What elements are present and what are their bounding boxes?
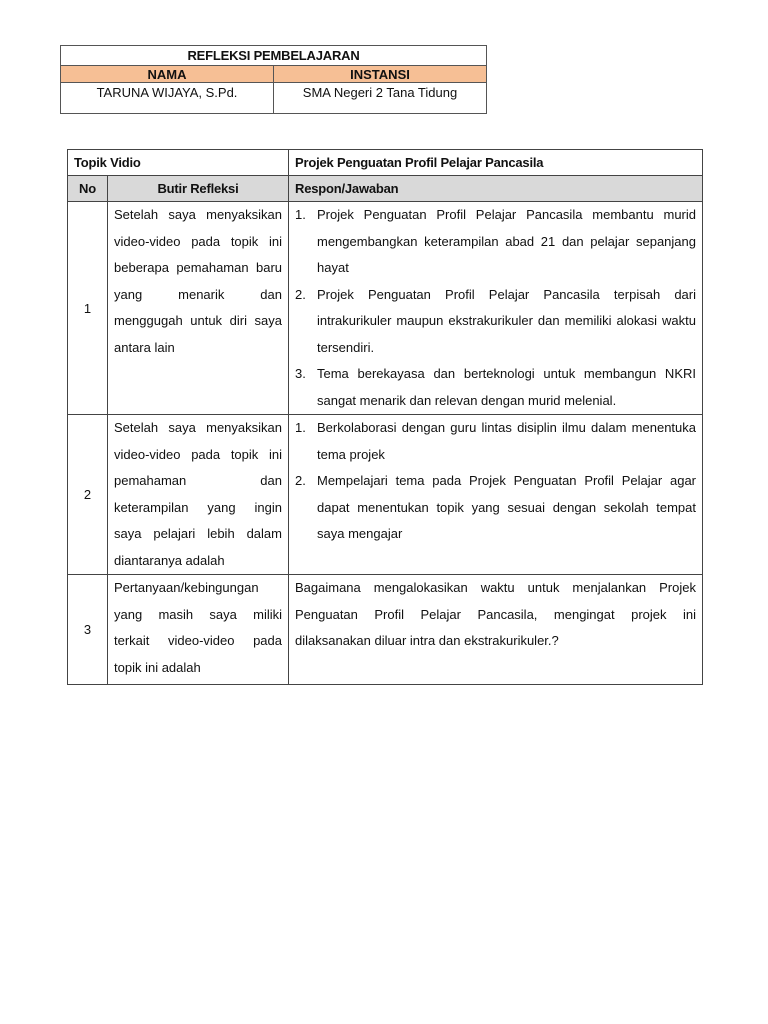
response-text: Bagaimana mengalokasikan waktu untuk menjalankan Projek Penguatan Profil Pelajar Pancasila, mengingat projek ini dilaksanakan diluar intra dan ekstrakurikuler.? xyxy=(289,575,703,685)
response-text: Berkolaborasi dengan guru lintas disiplin ilmu dalam menentuka tema projek xyxy=(317,420,696,462)
row-number: 1 xyxy=(68,202,108,415)
topic-label: Topik Vidio xyxy=(68,150,289,176)
list-item xyxy=(295,361,696,414)
list-number: 1. xyxy=(295,207,306,222)
list-item xyxy=(295,468,696,548)
list-number: 3. xyxy=(295,366,306,381)
butir-text: Pertanyaan/kebingungan yang masih saya miliki terkait video-video pada topik ini adalah xyxy=(108,575,289,685)
butir-text: Setelah saya menyaksikan video-video pada topik ini beberapa pemahaman baru yang menarik dan menggugah untuk diri saya antara lain xyxy=(108,202,289,415)
row-number: 2 xyxy=(68,415,108,575)
response-list xyxy=(295,415,696,548)
row-number: 3 xyxy=(68,575,108,685)
respon-column-header: Respon/Jawaban xyxy=(289,176,703,202)
butir-column-header: Butir Refleksi xyxy=(108,176,289,202)
list-item xyxy=(295,202,696,282)
response-text: Projek Penguatan Profil Pelajar Pancasila membantu murid mengembangkan keterampilan abad 21 dan pelajar sepanjang hayat xyxy=(317,207,696,275)
list-item xyxy=(295,415,696,468)
reflection-table xyxy=(67,149,703,685)
table-row xyxy=(68,575,703,685)
topic-value: Projek Penguatan Profil Pelajar Pancasila xyxy=(289,150,703,176)
response-list xyxy=(295,202,696,414)
response-cell xyxy=(289,202,703,415)
table-row xyxy=(68,415,703,575)
institution-column-label: INSTANSI xyxy=(274,66,487,83)
table-row xyxy=(68,202,703,415)
response-text: Projek Penguatan Profil Pelajar Pancasila terpisah dari intrakurikuler maupun ekstrakurikuler dan memiliki alokasi waktu tersendiri. xyxy=(317,286,696,355)
document-title: REFLEKSI PEMBELAJARAN xyxy=(61,46,487,66)
list-number: 2. xyxy=(295,473,306,488)
institution-value: SMA Negeri 2 Tana Tidung xyxy=(274,83,487,114)
name-value: TARUNA WIJAYA, S.Pd. xyxy=(61,83,274,114)
identity-table xyxy=(60,45,487,114)
butir-text: Setelah saya menyaksikan video-video pada topik ini pemahaman dan keterampilan yang ingin saya pelajari lebih dalam diantaranya adalah xyxy=(108,415,289,575)
response-text: Tema berekayasa dan berteknologi untuk membangun NKRI sangat menarik dan relevan dengan murid melenial. xyxy=(317,366,696,408)
response-cell xyxy=(289,415,703,575)
response-text: Mempelajari tema pada Projek Penguatan Profil Pelajar agar dapat menentukan topik yang sesuai dengan sekolah tempat saya mengajar xyxy=(317,473,696,541)
list-number: 2. xyxy=(295,286,306,302)
name-column-label: NAMA xyxy=(61,66,274,83)
list-number: 1. xyxy=(295,420,306,435)
no-column-header: No xyxy=(68,176,108,202)
list-item xyxy=(295,282,696,362)
